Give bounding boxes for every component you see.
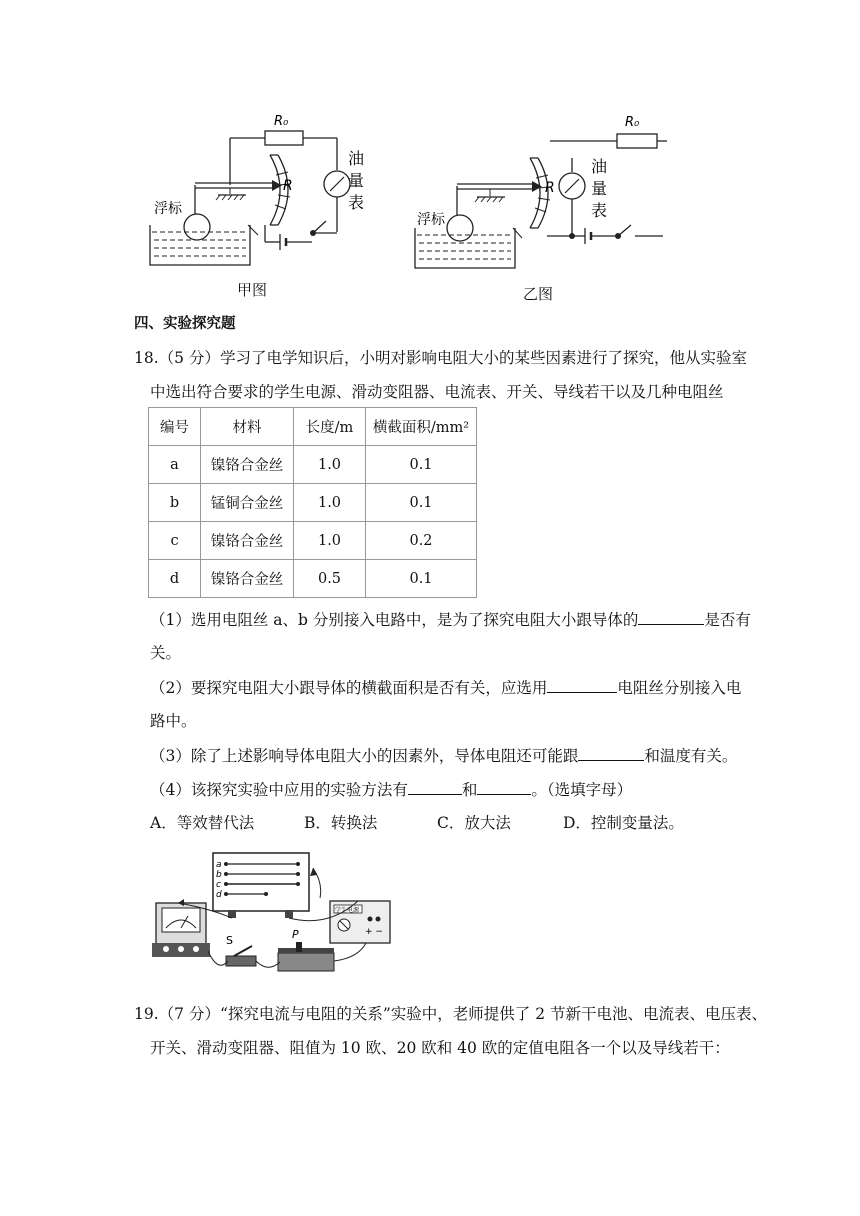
option-c: C．放大法	[437, 814, 511, 832]
table-row	[149, 484, 477, 522]
wire-label: d	[216, 890, 222, 900]
table-row	[149, 522, 477, 560]
table-header-row	[149, 408, 477, 446]
table-cell: 1.0	[294, 446, 366, 484]
table-cell: 1.0	[294, 522, 366, 560]
table-cell: a	[149, 446, 201, 484]
r0-label: R₀	[625, 115, 640, 130]
q18-part2-text-end: 电阻丝分别接入电	[617, 679, 742, 697]
table-header: 编号	[149, 408, 201, 446]
float-label: 浮标	[417, 212, 445, 228]
q18-part1-text-end: 是否有	[704, 611, 751, 629]
switch-label: S	[226, 934, 233, 947]
q18-part1	[150, 608, 751, 631]
circuit-figure-left	[140, 100, 370, 305]
answer-blank[interactable]	[408, 778, 462, 795]
table-cell: 镍铬合金丝	[201, 560, 294, 598]
wire-label: b	[216, 870, 222, 880]
answer-blank[interactable]	[638, 608, 704, 625]
answer-blank[interactable]	[578, 744, 644, 761]
option-a: A．等效替代法	[150, 814, 255, 832]
option-d: D．控制变量法。	[563, 814, 684, 832]
slider-label: P	[292, 928, 299, 941]
table-cell: c	[149, 522, 201, 560]
power-label: 学生电源	[335, 907, 360, 914]
table-cell: 0.1	[366, 484, 477, 522]
q18-part4-and: 和	[461, 781, 478, 799]
q18-part3	[150, 744, 737, 767]
q18-part4-text-end: 。（选填字母）	[531, 781, 633, 799]
table-row	[149, 446, 477, 484]
svg-text:量: 量	[347, 171, 365, 190]
answer-blank[interactable]	[477, 778, 531, 795]
table-header: 横截面积/mm²	[366, 408, 477, 446]
table-cell: b	[149, 484, 201, 522]
caption-left: 甲图	[237, 281, 268, 299]
table-cell: 镍铬合金丝	[201, 446, 294, 484]
q18-intro-line2: 中选出符合要求的学生电源、滑动变阻器、电流表、开关、导线若干以及几种电阻丝	[150, 383, 724, 401]
q18-part2	[150, 676, 741, 699]
option-b: B．转换法	[304, 814, 378, 832]
q18-part2-text: （2）要探究电阻大小跟导体的横截面积是否有关，应选用	[150, 679, 548, 697]
q19-line2: 开关、滑动变阻器、阻值为 10 欧、20 欧和 40 欧的定值电阻各一个以及导线若干：	[150, 1039, 730, 1057]
float-label: 浮标	[154, 201, 182, 217]
wire-label: c	[216, 880, 221, 890]
caption-right: 乙图	[523, 285, 554, 303]
section-title: 四、实验探究题	[134, 316, 236, 332]
meter-label: 油	[347, 149, 365, 168]
table-header: 材料	[201, 408, 294, 446]
table-header: 长度/m	[294, 408, 366, 446]
resistance-wire-table	[148, 407, 477, 598]
q18-part3-text-end: 和温度有关。	[644, 747, 738, 765]
q18-part2-cont: 路中。	[150, 712, 197, 730]
table-cell: 0.1	[366, 446, 477, 484]
answer-blank[interactable]	[547, 676, 617, 693]
table-cell: 0.2	[366, 522, 477, 560]
r-label: R	[283, 178, 293, 194]
circuit-figure-right	[405, 108, 675, 288]
r-label: R	[545, 180, 555, 196]
q18-intro-line1: 18.（5 分）学习了电学知识后，小明对影响电阻大小的某些因素进行了探究，他从实验室	[134, 349, 747, 367]
wire-label: a	[216, 860, 222, 870]
svg-text:表: 表	[347, 193, 365, 212]
table-row	[149, 560, 477, 598]
table-cell: 1.0	[294, 484, 366, 522]
svg-text:+ −: + −	[365, 927, 383, 937]
apparatus-figure	[148, 848, 398, 983]
q18-part1-text: （1）选用电阻丝 a、b 分别接入电路中，是为了探究电阻大小跟导体的	[150, 611, 639, 629]
q18-part3-text: （3）除了上述影响导体电阻大小的因素外，导体电阻还可能跟	[150, 747, 579, 765]
table-cell: 0.5	[294, 560, 366, 598]
table-cell: 0.1	[366, 560, 477, 598]
q18-part4-text: （4）该探究实验中应用的实验方法有	[150, 781, 408, 799]
svg-text:表: 表	[590, 201, 608, 220]
table-cell: 锰铜合金丝	[201, 484, 294, 522]
q19-line1: 19.（7 分）“探究电流与电阻的关系”实验中，老师提供了 2 节新干电池、电流表、电压表、	[134, 1005, 768, 1023]
r0-label: R₀	[274, 114, 289, 129]
meter-label: 油	[590, 157, 608, 176]
svg-text:量: 量	[590, 179, 608, 198]
table-cell: 镍铬合金丝	[201, 522, 294, 560]
q18-part1-cont: 关。	[150, 644, 182, 662]
q18-part4	[150, 778, 632, 801]
table-cell: d	[149, 560, 201, 598]
